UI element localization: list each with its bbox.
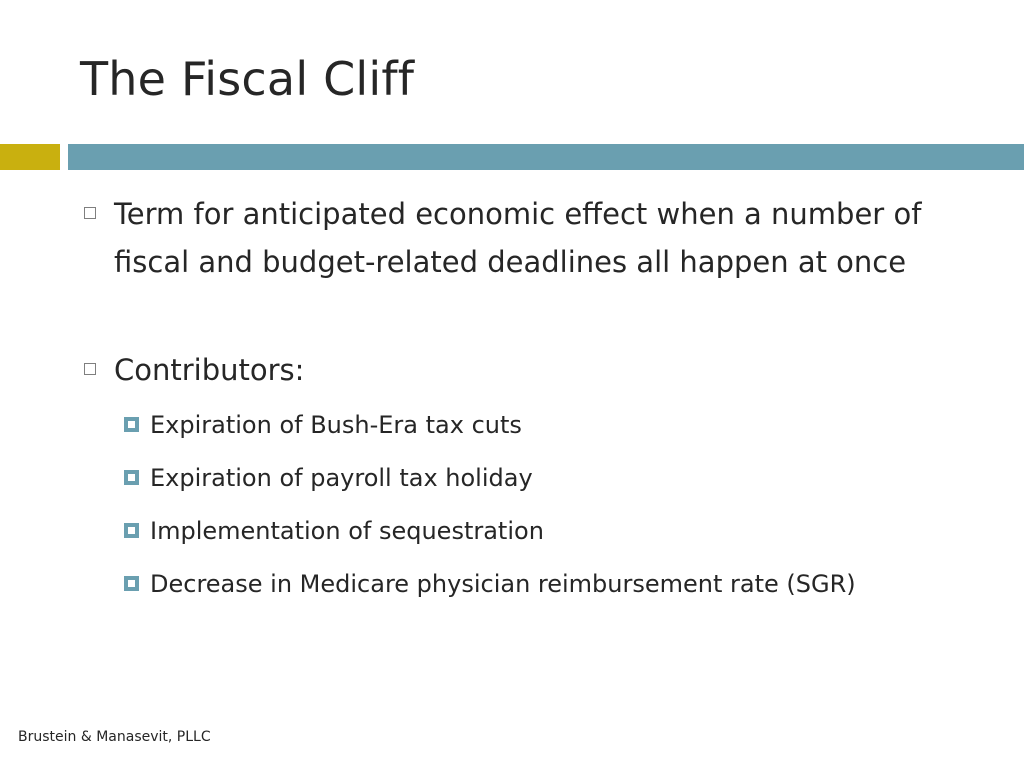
sub-bullet-text: Decrease in Medicare physician reimbursement rate (SGR) bbox=[150, 570, 856, 598]
sub-bullet-text: Implementation of sequestration bbox=[150, 517, 544, 545]
framed-square-icon bbox=[124, 576, 139, 591]
bullet-text: Contributors: bbox=[114, 353, 305, 387]
framed-square-icon bbox=[124, 470, 139, 485]
hollow-square-icon bbox=[84, 207, 96, 219]
sub-bullet-item bbox=[122, 405, 972, 445]
sub-bullet-item bbox=[122, 564, 922, 604]
sub-bullet-text: Expiration of payroll tax holiday bbox=[150, 464, 533, 492]
slide-title: The Fiscal Cliff bbox=[80, 52, 415, 106]
bullet-item bbox=[82, 346, 962, 394]
hollow-square-icon bbox=[84, 363, 96, 375]
footer-text: Brustein & Manasevit, PLLC bbox=[18, 729, 211, 745]
bullet-text: Term for anticipated economic effect when a number of fiscal and budget-related deadlines all happen at once bbox=[114, 197, 922, 279]
sub-bullet-item bbox=[122, 458, 972, 498]
bullet-item bbox=[82, 190, 962, 286]
sub-bullet-item bbox=[122, 511, 972, 551]
framed-square-icon bbox=[124, 417, 139, 432]
sub-bullet-text: Expiration of Bush-Era tax cuts bbox=[150, 411, 522, 439]
framed-square-icon bbox=[124, 523, 139, 538]
